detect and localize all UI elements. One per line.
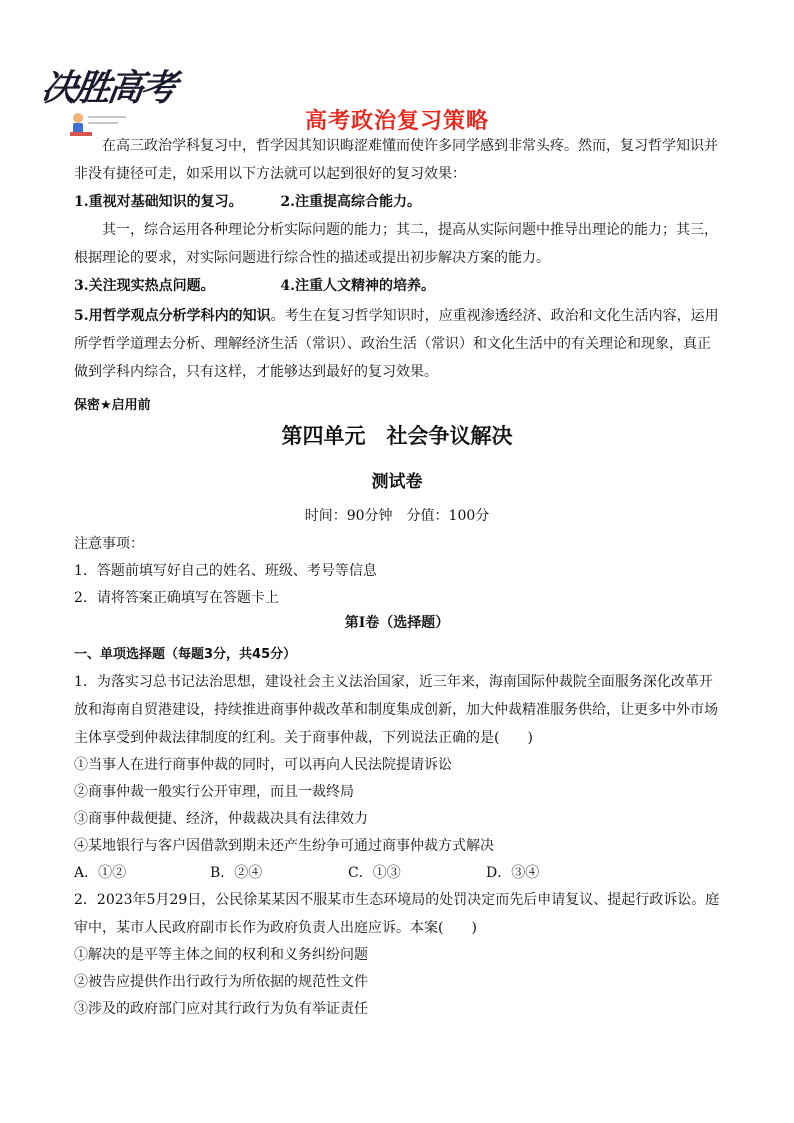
q2-statement-2: ②被告应提供作出行政行为所依据的规范性文件 — [74, 974, 368, 990]
question-1-stem: 1．为落实习总书记法治思想，建设社会主义法治国家，近三年来，海南国际仲裁院全面服务深化改革开放和海南自贸港建设，持续推进商事仲裁改革和制度集成创新，加大仲裁精准服务供给，让更多中外市场主体享受到仲裁法律制度的红利。关于商事仲裁，下列说法正确的是( ) — [74, 674, 718, 746]
tip-1 — [74, 188, 421, 216]
notes-title: 注意事项： — [74, 536, 144, 552]
unit-title: 第四单元 社会争议解决 — [281, 424, 513, 448]
logo-text: 决胜高考 — [38, 68, 177, 109]
question-2-stem: 2．2023年5月29日，公民徐某某因不服某市生态环境局的处罚决定而先后申请复议、提起行政诉讼。庭审中，某市人民政府副市长作为政府负责人出庭应诉。本案( ) — [74, 892, 720, 936]
q1-statement-2: ②商事仲裁一般实行公开审理，而且一裁终局 — [74, 784, 354, 800]
part-title: 一、单项选择题（每题3分，共45分） — [74, 647, 297, 662]
q1-option-d[interactable]: D．③④ — [486, 865, 540, 881]
intro-paragraph: 在高三政治学科复习中，哲学因其知识晦涩难懂而使许多同学感到非常头疼。然而，复习哲学知识并非没有捷径可走，如采用以下方法就可以起到很好的复习效果： — [74, 138, 718, 182]
q1-statement-1: ①当事人在进行商事仲裁的同时，可以再向人民法院提请诉讼 — [74, 757, 452, 773]
tip-5-bold: 5.用哲学观点分析学科内的知识 — [74, 308, 271, 324]
tip-5-rest: 。考生在复习哲学知识时，应重视渗透经济、政治和文化生活内容，运用所学哲学道理去分析、理解经济生活（常识）、政治生活（常识）和文化生活中的有关理论和现象，真正做到学科内综合，只有这样，才能够达到最好的复习效果。 — [74, 308, 719, 380]
tip-1-text: 1.重视对基础知识的复习。 — [74, 194, 243, 210]
confidential-label: 保密★启用前 — [74, 398, 151, 413]
q1-statement-4: ④某地银行与客户因借款到期未还产生纷争可通过商事仲裁方式解决 — [74, 838, 494, 854]
page-title: 高考政治复习策略 — [304, 109, 489, 134]
exam-title: 测试卷 — [371, 472, 423, 492]
q1-option-b[interactable]: B．②④ — [210, 865, 263, 881]
q1-statement-3: ③商事仲裁便捷、经济，仲裁裁决具有法律效力 — [74, 811, 368, 827]
time-info: 时间：90分钟 分值：100分 — [304, 508, 490, 524]
tip-4-text: 4.注重人文精神的培养。 — [280, 278, 435, 294]
note-2: 2．请将答案正确填写在答题卡上 — [74, 590, 279, 606]
ability-paragraph: 其一，综合运用各种理论分析实际问题的能力；其二，提高从实际问题中推导出理论的能力；其三，根据理论的要求，对实际问题进行综合性的描述或提出初步解决方案的能力。 — [74, 222, 718, 266]
tip-5-paragraph — [74, 302, 722, 386]
tip-2-text: 2.注重提高综合能力。 — [280, 194, 421, 210]
q2-statement-1: ①解决的是平等主体之间的权利和义务纠纷问题 — [74, 947, 368, 963]
q1-option-c[interactable]: C．①③ — [348, 865, 401, 881]
tip-3 — [74, 272, 435, 300]
q2-statement-3: ③涉及的政府部门应对其行政行为负有举证责任 — [74, 1001, 368, 1017]
section-title: 第I卷（选择题） — [344, 615, 450, 631]
q1-option-a[interactable]: A．①② — [74, 865, 127, 881]
tip-3-text: 3.关注现实热点问题。 — [74, 278, 215, 294]
note-1: 1．答题前填写好自己的姓名、班级、考号等信息 — [74, 563, 377, 579]
